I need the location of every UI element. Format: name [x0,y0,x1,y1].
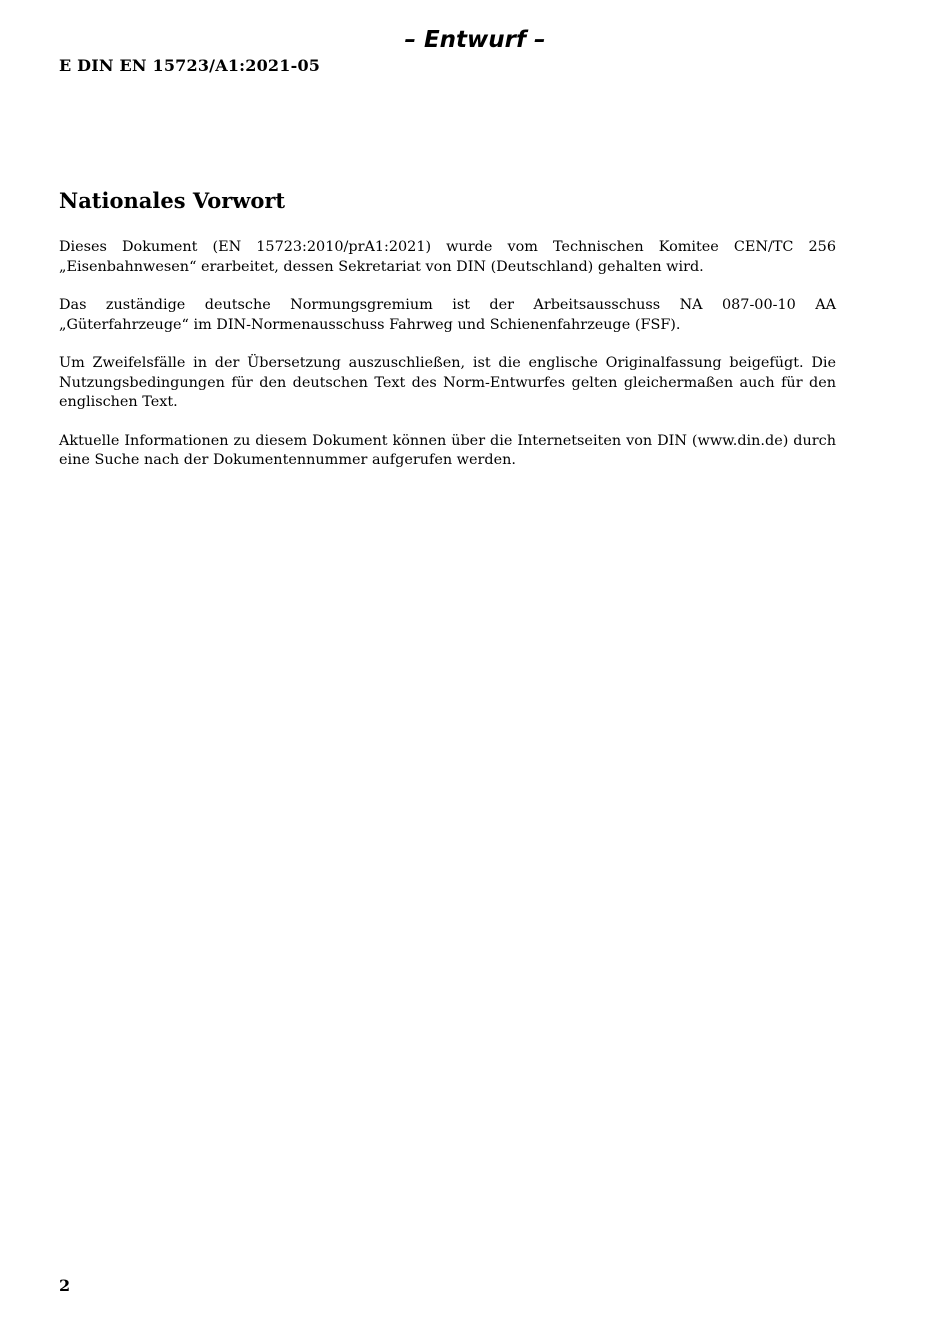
paragraph-translation-note: Um Zweifelsfälle in der Übersetzung auszuschließen, ist die englische Originalfassung beigefügt. Die Nutzungsbedingungen für den deutschen Text des Norm-Entwurfes gelten gleichermaßen auch für den englischen Text. [59,355,836,410]
document-identifier: E DIN EN 15723/A1:2021-05 [59,56,321,75]
paragraph-working-group: Das zuständige deutsche Normungsgremium ist der Arbeitsausschuss NA 087-00-10 AA „Güterfahrzeuge“ im DIN-Normenausschuss Fahrweg und Schienenfahrzeuge (FSF). [59,297,836,333]
paragraph-information-note: Aktuelle Informationen zu diesem Dokument können über die Internetseiten von DIN (www.din.de) durch eine Suche nach der Dokumentennummer aufgerufen werden. [59,432,836,468]
paragraph-committee: Dieses Dokument (EN 15723:2010/prA1:2021) wurde vom Technischen Komitee CEN/TC 256 „Eisenbahnwesen“ erarbeitet, dessen Sekretariat von DIN (Deutschland) gehalten wird. [59,239,836,275]
main-content [59,186,836,490]
section-title: Nationales Vorwort [59,188,286,213]
page-number: 2 [59,1276,71,1295]
draft-watermark-title: – Entwurf – [404,27,546,53]
